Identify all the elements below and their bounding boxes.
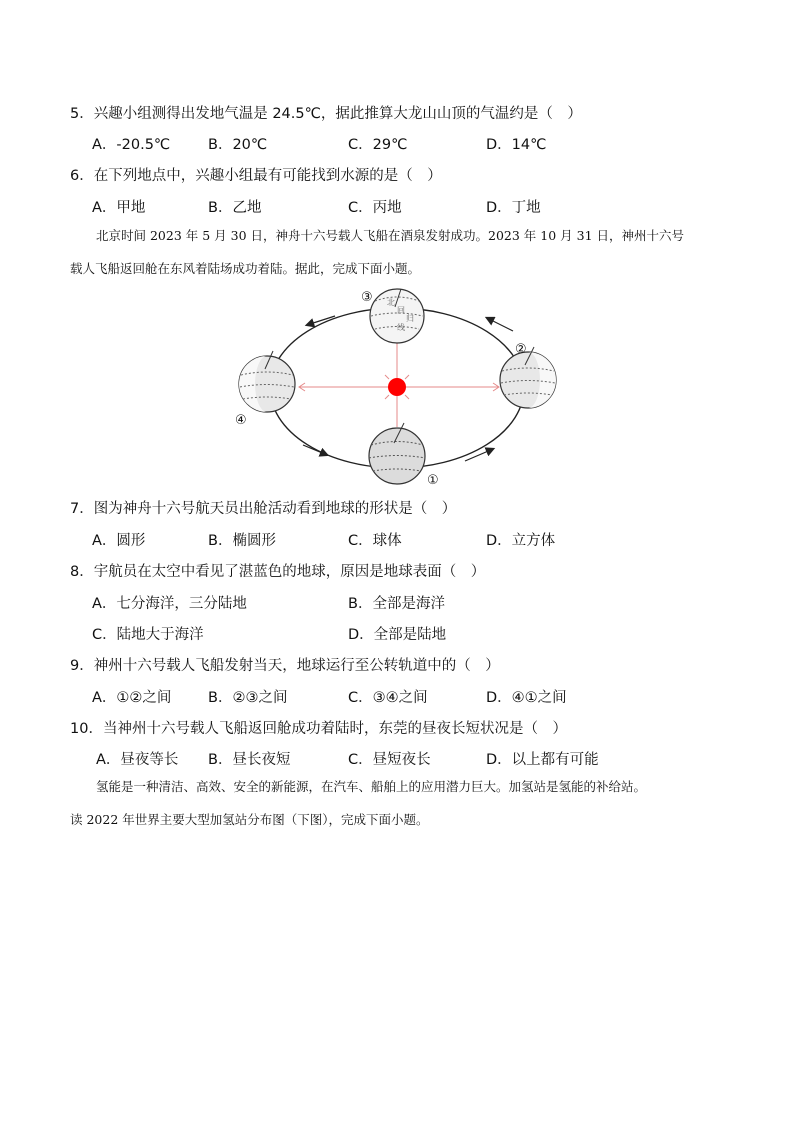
orbit-arrow-top-right — [487, 318, 513, 331]
question-7-stem: 7．图为神舟十六号航天员出舱活动看到地球的形状是（ ） — [70, 501, 457, 517]
question-5-stem: 5．兴趣小组测得出发地气温是 24.5℃，据此推算大龙山山顶的气温约是（ ） — [70, 106, 582, 122]
question-9-option-b[interactable]: B．②③之间 — [208, 690, 288, 706]
question-9-stem: 9．神州十六号载人飞船发射当天，地球运行至公转轨道中的（ ） — [70, 658, 500, 674]
question-10-option-b[interactable]: B．昼长夜短 — [208, 752, 291, 768]
question-9-option-a[interactable]: A．①②之间 — [92, 690, 172, 706]
globe-3-text-1: 北 — [387, 298, 395, 307]
question-7-option-b[interactable]: B．椭圆形 — [208, 533, 276, 549]
question-8-option-c[interactable]: C．陆地大于海洋 — [92, 627, 204, 643]
question-6-option-c[interactable]: C．丙地 — [348, 200, 402, 216]
question-8-option-b[interactable]: B．全部是海洋 — [348, 596, 445, 612]
question-6-option-d[interactable]: D．丁地 — [486, 200, 541, 216]
globe-3 — [370, 289, 424, 343]
question-8-stem: 8．宇航员在太空中看见了湛蓝色的地球，原因是地球表面（ ） — [70, 564, 486, 580]
question-5-option-a[interactable]: A．-20.5℃ — [92, 137, 171, 153]
question-7-option-a[interactable]: A．圆形 — [92, 533, 146, 549]
question-7-option-c[interactable]: C．球体 — [348, 533, 402, 549]
globe-1 — [369, 423, 425, 484]
globe-3-text-4: 线 — [397, 323, 405, 332]
question-6-option-b[interactable]: B．乙地 — [208, 200, 262, 216]
passage-shenzhou — [70, 219, 730, 285]
question-8-option-a[interactable]: A．七分海洋，三分陆地 — [92, 596, 247, 612]
sun — [388, 378, 406, 396]
passage-hydrogen-line-1: 氢能是一种清洁、高效、安全的新能源，在汽车、船舶上的应用潜力巨大。加氢站是氢能的补给站。 — [96, 779, 647, 794]
marker-2: ② — [515, 342, 527, 357]
passage-shenzhou-line-1: 北京时间 2023 年 5 月 30 日，神舟十六号载人飞船在酒泉发射成功。2023 年 10 月 31 日，神州十六号 — [96, 228, 685, 243]
question-5-option-c[interactable]: C．29℃ — [348, 137, 408, 153]
globe-4 — [239, 351, 295, 412]
question-5-option-b[interactable]: B．20℃ — [208, 137, 268, 153]
marker-1: ① — [427, 473, 439, 488]
marker-4: ④ — [235, 413, 247, 428]
question-6-stem: 6．在下列地点中，兴趣小组最有可能找到水源的是（ ） — [70, 168, 442, 184]
globe-2 — [500, 347, 556, 408]
globe-3-text-3: 归 — [406, 314, 414, 323]
question-5-option-d[interactable]: D．14℃ — [486, 137, 547, 153]
globe-3-text-2: 回 — [397, 306, 405, 315]
question-10-option-a[interactable]: A．昼夜等长 — [96, 752, 179, 768]
orbit-arrow-bottom-right — [465, 449, 493, 461]
passage-shenzhou-line-2: 载人飞船返回舱在东风着陆场成功着陆。据此，完成下面小题。 — [70, 261, 421, 276]
question-9-option-c[interactable]: C．③④之间 — [348, 690, 428, 706]
question-6-option-a[interactable]: A．甲地 — [92, 200, 146, 216]
orbit-arrow-bottom-left — [303, 445, 327, 455]
question-10-option-d[interactable]: D．以上都有可能 — [486, 752, 599, 768]
question-9-option-d[interactable]: D．④①之间 — [486, 690, 567, 706]
question-10-stem: 10．当神州十六号载人飞船返回舱成功着陆时，东莞的昼夜长短状况是（ ） — [70, 721, 567, 737]
passage-hydrogen-line-2: 读 2022 年世界主要大型加氢站分布图（下图），完成下面小题。 — [70, 812, 429, 827]
passage-hydrogen — [70, 770, 730, 836]
marker-3: ③ — [361, 290, 373, 305]
question-8-option-d[interactable]: D．全部是陆地 — [348, 627, 447, 643]
earth-orbit-diagram — [225, 283, 570, 493]
question-7-option-d[interactable]: D．立方体 — [486, 533, 556, 549]
question-10-option-c[interactable]: C．昼短夜长 — [348, 752, 431, 768]
